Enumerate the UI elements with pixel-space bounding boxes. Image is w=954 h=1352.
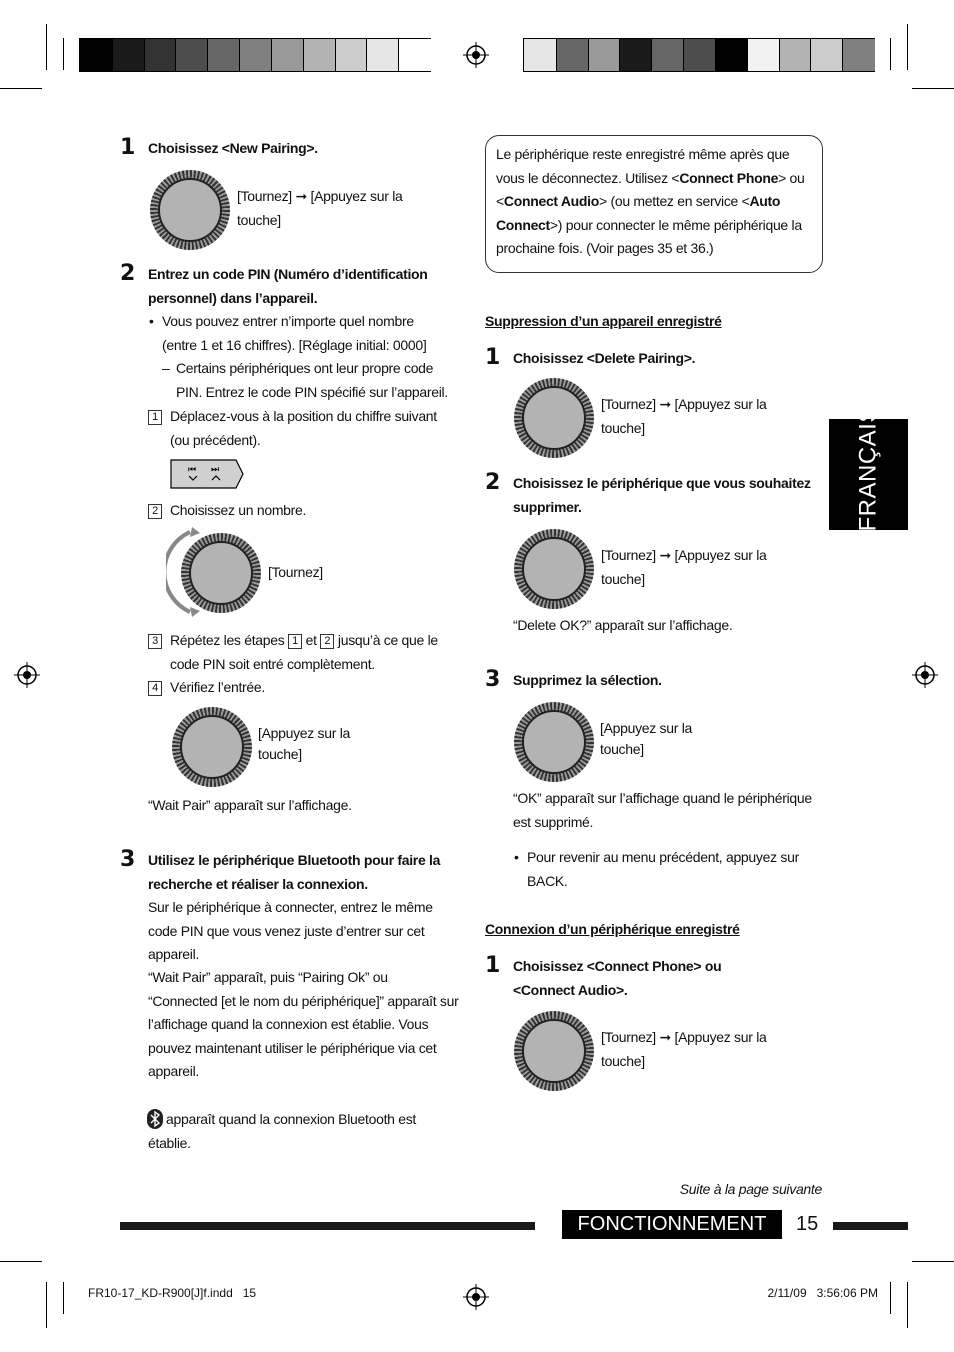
registration-mark-icon xyxy=(463,42,489,68)
color-swatch xyxy=(683,39,716,71)
svg-text:⏮: ⏮ xyxy=(188,465,197,475)
dash-text: Certains périphériques ont leur propre code PIN. Entrez le code PIN spécifié sur l’appareil. xyxy=(176,360,448,400)
crop-mark xyxy=(46,1282,47,1328)
step-title: Utilisez le périphérique Bluetooth pour faire la recherche et réaliser la connexion. xyxy=(148,852,441,892)
substep-number: 1 xyxy=(148,405,168,429)
control-knob-icon xyxy=(514,1011,594,1091)
step-body: Sur le périphérique à connecter, entrez le même code PIN que vous venez juste d’entrer sur cet appareil. xyxy=(148,899,433,962)
control-knob-icon xyxy=(181,533,261,613)
bluetooth-note: apparaît quand la connexion Bluetooth est établie. xyxy=(148,1111,417,1151)
step-body: “Wait Pair” apparaît, puis “Pairing Ok” ou “Connected [et le nom du périphérique]” apparaît sur l’affichage quand la connexion est établie. Vous pouvez maintenant utiliser le périphérique via cet appareil. xyxy=(148,969,459,1079)
svg-text:⏭: ⏭ xyxy=(211,465,220,475)
file-info: FR10-17_KD-R900[J]f.indd 15 xyxy=(88,1286,257,1300)
color-swatch xyxy=(398,39,431,71)
step-number: 2 xyxy=(485,470,501,495)
section-heading: Suppression d’un appareil enregistré xyxy=(485,313,722,329)
knob-instruction: [Tournez] ➞ [Appuyez sur la touche] xyxy=(237,188,403,228)
substep-text: Déplacez-vous à la position du chiffre suivant (ou précédent). xyxy=(170,408,437,448)
crop-mark xyxy=(46,24,47,70)
control-knob-icon xyxy=(150,170,230,250)
step-number: 2 xyxy=(120,261,136,286)
step-title: Choisissez le périphérique que vous souhaitez supprimer. xyxy=(513,475,811,515)
substep-number: 2 xyxy=(148,499,168,523)
skip-buttons-icon xyxy=(170,459,244,489)
page-number: 15 xyxy=(796,1213,819,1235)
color-bar-left xyxy=(79,38,431,72)
color-swatch xyxy=(524,39,556,71)
substep-text: Choisissez un nombre. xyxy=(170,502,307,518)
language-tab xyxy=(829,406,908,532)
color-bar-right xyxy=(523,38,875,72)
continued-note: Suite à la page suivante xyxy=(679,1181,822,1197)
language-tab-label: FRANÇAIS xyxy=(854,406,882,532)
step-number: 1 xyxy=(485,953,501,978)
color-swatch xyxy=(271,39,304,71)
footer-rule xyxy=(833,1222,908,1230)
section-heading: Connexion d’un périphérique enregistré xyxy=(485,921,740,937)
color-swatch xyxy=(175,39,208,71)
substep-number: 4 xyxy=(148,676,168,700)
control-knob-icon xyxy=(514,702,594,782)
color-swatch xyxy=(112,39,145,71)
color-swatch xyxy=(239,39,272,71)
registration-mark-icon xyxy=(912,662,938,688)
section-label: FONCTIONNEMENT xyxy=(562,1210,782,1239)
substep-text: Vérifiez l’entrée. xyxy=(170,679,265,695)
crop-mark xyxy=(890,38,891,70)
crop-mark xyxy=(0,88,42,89)
control-knob-icon xyxy=(514,529,594,609)
substep-number: 3 xyxy=(148,629,168,653)
bullet-marker: • xyxy=(514,849,519,865)
knob-instruction: [Tournez] ➞ [Appuyez sur la touche] xyxy=(601,1029,767,1069)
step-title: Choisissez <Connect Phone> ou <Connect Audio>. xyxy=(513,958,722,998)
color-swatch xyxy=(335,39,368,71)
dash-marker: – xyxy=(162,360,170,376)
bullet-text: Vous pouvez entrer n’importe quel nombre (entre 1 et 16 chiffres). [Réglage initial: 0000] xyxy=(162,313,427,353)
color-swatch xyxy=(747,39,780,71)
crop-mark xyxy=(907,24,908,70)
crop-mark xyxy=(63,38,64,70)
display-note: “Wait Pair” apparaît sur l’affichage. xyxy=(148,797,352,813)
color-swatch xyxy=(556,39,589,71)
display-note: “OK” apparaît sur l’affichage quand le périphérique est supprimé. xyxy=(513,790,812,830)
registration-mark-icon xyxy=(463,1284,489,1310)
step-number: 3 xyxy=(485,667,501,692)
color-swatch xyxy=(588,39,621,71)
crop-mark xyxy=(63,1282,64,1314)
step-number: 3 xyxy=(120,847,136,872)
control-knob-icon xyxy=(172,707,252,787)
knob-instruction: [Tournez] xyxy=(268,564,323,580)
crop-mark xyxy=(907,1282,908,1328)
step-title: Choisissez <New Pairing>. xyxy=(148,140,318,156)
color-swatch xyxy=(619,39,652,71)
substep-text: Répétez les étapes 1 et 2 jusqu’à ce que le code PIN soit entré complètement. xyxy=(170,632,438,672)
color-swatch xyxy=(80,39,112,71)
registration-mark-icon xyxy=(14,662,40,688)
step-number: 1 xyxy=(485,345,501,370)
knob-instruction: [Tournez] ➞ [Appuyez sur la touche] xyxy=(601,547,767,587)
crop-mark xyxy=(912,88,954,89)
knob-instruction: [Appuyez sur la touche] xyxy=(600,720,692,757)
info-box-text: Le périphérique reste enregistré même après que vous le déconnectez. Utilisez <Connect Phone> ou <Connect Audio> (ou mettez en service <Auto Connect>) pour connecter le même périphérique la prochaine fois. (Voir pages 35 et 36.) xyxy=(496,146,805,256)
footer-rule xyxy=(120,1222,535,1230)
color-swatch xyxy=(842,39,875,71)
color-swatch xyxy=(810,39,843,71)
color-swatch xyxy=(207,39,240,71)
color-swatch xyxy=(651,39,684,71)
color-swatch xyxy=(715,39,748,71)
color-swatch xyxy=(303,39,336,71)
print-date: 2/11/09 3:56:06 PM xyxy=(767,1286,878,1300)
knob-instruction: [Tournez] ➞ [Appuyez sur la touche] xyxy=(601,396,767,436)
step-title: Entrez un code PIN (Numéro d’identification personnel) dans l’appareil. xyxy=(148,266,428,306)
bullet-text: Pour revenir au menu précédent, appuyez sur BACK. xyxy=(527,849,799,889)
step-title: Supprimez la sélection. xyxy=(513,672,662,688)
step-number: 1 xyxy=(120,135,136,160)
display-note: “Delete OK?” apparaît sur l’affichage. xyxy=(513,617,733,633)
crop-mark xyxy=(890,1282,891,1314)
color-swatch xyxy=(779,39,812,71)
color-swatch xyxy=(144,39,177,71)
bullet-marker: • xyxy=(149,313,154,329)
crop-mark xyxy=(912,1261,954,1262)
control-knob-icon xyxy=(514,378,594,458)
knob-instruction: [Appuyez sur la touche] xyxy=(258,725,350,762)
crop-mark xyxy=(0,1261,42,1262)
step-title: Choisissez <Delete Pairing>. xyxy=(513,350,696,366)
color-swatch xyxy=(366,39,399,71)
